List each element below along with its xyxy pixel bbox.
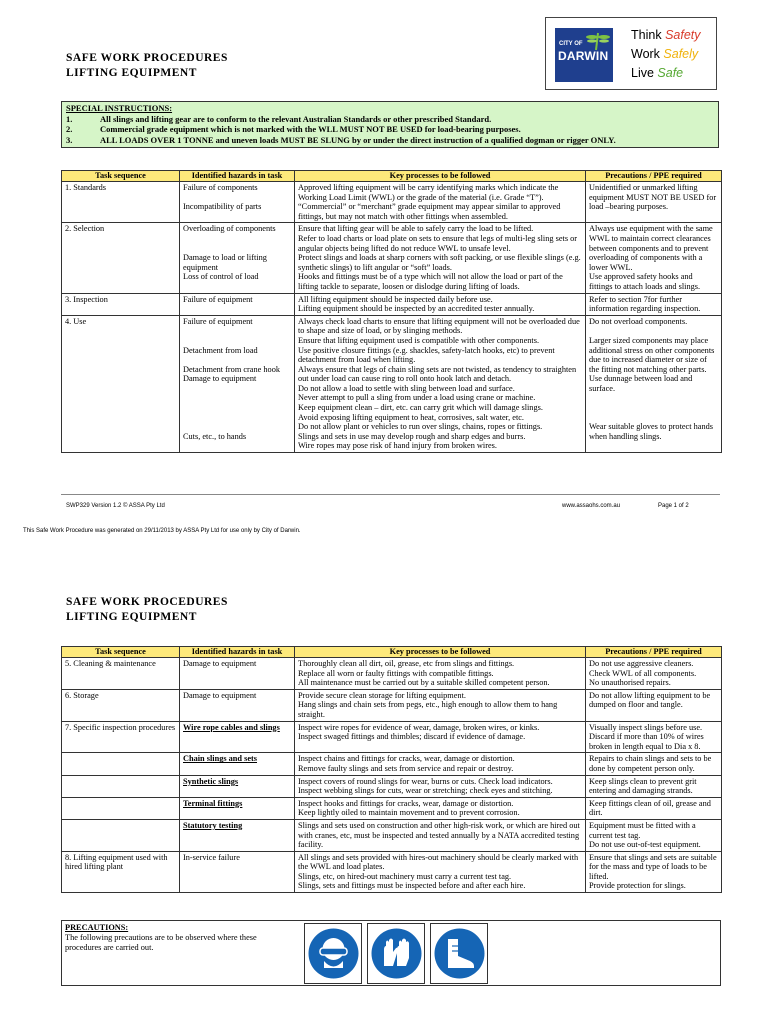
hazard-line: Damage to equipment: [183, 374, 257, 384]
process-line: Slings, sets and fittings must be inspected before and after each hire.: [298, 881, 526, 891]
hazard-line: Chain slings and sets: [183, 754, 258, 764]
precaution-line: Do not use out-of-test equipment.: [589, 840, 701, 850]
process-line: Provide secure clean storage for lifting equipment.: [298, 690, 466, 700]
table-row: [62, 315, 722, 452]
process-line: Inspect hooks and fittings for cracks, wear, damage or distortion.: [298, 798, 514, 808]
hazard-cell: [180, 658, 295, 690]
safety-glasses-icon: [308, 928, 359, 979]
logo-box: [545, 17, 717, 90]
hazard-cell: [180, 721, 295, 753]
process-line: Approved lifting equipment will be carry identifying marks which indicate the Working Load Limit (WWL) or the grade of the material (i.e. Grade “T”).: [298, 183, 559, 202]
hazard-line: [183, 413, 291, 423]
precaution-line: Larger sized components may place additional stress on other components due to increased diameter or size of the fitting not matching other parts.: [589, 335, 715, 374]
process-line: Thoroughly clean all dirt, oil, grease, etc from slings and fittings.: [298, 659, 515, 668]
process-cell: [295, 851, 586, 892]
footer-page-number: Page 1 of 2: [658, 503, 689, 509]
table-row: [62, 658, 722, 690]
precaution-line: Provide protection for slings.: [589, 881, 686, 891]
process-line: All maintenance must be carried out by a suitable skilled competent person.: [298, 678, 550, 688]
col-header-processes: Key processes to be followed: [295, 171, 586, 182]
hazard-cell: [180, 315, 295, 452]
process-line: Hang slings and chain sets from pegs, etc., high enough to allow them to hang straight.: [298, 700, 558, 719]
col-header-task: Task sequence: [62, 647, 180, 658]
col-header-hazards: Identified hazards in task: [180, 171, 295, 182]
table-row: [62, 689, 722, 721]
precaution-line: [589, 326, 718, 336]
page-title-line2: LIFTING EQUIPMENT: [66, 67, 197, 79]
slogan-line-work: Work Safely: [631, 47, 699, 61]
process-line: Wire ropes may pose risk of hand injury from broken wires.: [298, 441, 497, 451]
precaution-cell: [586, 293, 722, 315]
hazard-line: Terminal fittings: [183, 798, 243, 808]
process-cell: [295, 689, 586, 721]
precaution-line: Equipment must be fitted with a current test tag.: [589, 820, 696, 840]
footer: [66, 503, 720, 509]
table-header-row: [62, 647, 722, 658]
process-line: Inspect webbing slings for cuts, wear or stretching; check eyes and stitching.: [298, 786, 553, 796]
task-cell: 5. Cleaning & maintenance: [62, 658, 180, 690]
precaution-line: [589, 413, 718, 423]
footer-version: SWP329 Version 1.2 © ASSA Pty Ltd: [66, 503, 165, 509]
precaution-line: Unidentified or unmarked lifting equipment MUST NOT BE USED for load –bearing purposes.: [589, 183, 717, 212]
process-line: Inspect covers of round slings for wear, burns or cuts. Check load indicators.: [298, 776, 553, 786]
hazard-line: [183, 355, 291, 365]
col-header-hazards: Identified hazards in task: [180, 647, 295, 658]
ppe-tile-boots: [430, 923, 488, 984]
hazard-cell: [180, 689, 295, 721]
precaution-cell: [586, 797, 722, 819]
precaution-line: Do not allow lifting equipment to be dumped on floor and tangle.: [589, 690, 711, 710]
slogan-line-think: Think Safety: [631, 28, 701, 42]
task-cell: 1. Standards: [62, 182, 180, 223]
gloves-icon: [371, 928, 422, 979]
hazard-line: Failure of components: [183, 183, 258, 192]
precaution-line: Keep slings clean to prevent grit entering and damaging strands.: [589, 776, 697, 796]
procedures-table-1: [61, 170, 722, 453]
task-cell: 7. Specific inspection procedures: [62, 721, 180, 753]
process-line: Always check load charts to ensure that lifting equipment will not be overloaded due to shape and size of load, or by slinging methods.: [298, 316, 580, 336]
precaution-cell: [586, 819, 722, 851]
process-cell: [295, 775, 586, 797]
process-line: Inspect wire ropes for evidence of wear, damage, broken wires, or kinks.: [298, 722, 540, 732]
precaution-cell: [586, 182, 722, 223]
hazard-line: Detachment from crane hook: [183, 364, 280, 374]
hazard-line: [183, 403, 291, 413]
dragonfly-icon: [585, 31, 611, 51]
hazard-line: [183, 336, 291, 346]
process-line: Keep equipment clean – dirt, etc. can carry grit which will damage slings.: [298, 403, 543, 413]
precaution-line: [589, 403, 718, 413]
special-instructions-heading: SPECIAL INSTRUCTIONS:: [66, 103, 173, 113]
precaution-line: Visually inspect slings before use.: [589, 722, 703, 732]
process-line: Slings and sets used on construction and other high-risk work, or which are hired out with cranes, etc, must be inspected and tested annually by a NATA accredited testing facility.: [298, 820, 580, 850]
hazard-cell: [180, 182, 295, 223]
hazard-line: [183, 422, 291, 432]
process-line: Lifting equipment should be inspected by an accredited tester annually.: [298, 304, 535, 314]
process-line: Protect slings and loads at sharp corners with soft packing, or use flexible slings (e.g. synthetic slings) to lift angular or “soft” loads.: [298, 253, 581, 272]
process-line: Refer to load charts or load plate on sets to ensure that legs of multi-leg sling sets or angular objects being lifted do not reduce WWL to unsafe level.: [298, 233, 578, 253]
process-line: Remove faulty slings and sets from service and repair or destroy.: [298, 763, 514, 773]
footer-rule: [61, 494, 720, 495]
procedures-table-2: [61, 646, 722, 893]
precaution-line: Refer to section 7for further information regarding inspection.: [589, 294, 701, 314]
precaution-line: Ensure that slings and sets are suitable for the mass and type of loads to be lifted.: [589, 852, 717, 881]
table-row: [62, 223, 722, 293]
process-line: Keep lightly oiled to maintain movement and to prevent corrosion.: [298, 808, 520, 818]
precautions-box: [61, 920, 721, 986]
hazard-cell: [180, 819, 295, 851]
precaution-line: No unauthorised repairs.: [589, 678, 671, 688]
hazard-line: Damage to equipment: [183, 690, 257, 700]
task-cell: 4. Use: [62, 315, 180, 452]
precaution-cell: [586, 721, 722, 753]
hazard-line: [183, 193, 291, 203]
process-line: All slings and sets provided with hires-out machinery should be clearly marked with the WWL and load plates.: [298, 852, 579, 872]
city-of-darwin-logo: [555, 28, 613, 82]
precaution-line: Wear suitable gloves to protect hands when handling slings.: [589, 422, 713, 441]
task-cell: [62, 797, 180, 819]
precautions-heading: PRECAUTIONS:: [65, 923, 129, 932]
precaution-line: Check WWL of all components.: [589, 668, 697, 678]
precaution-line: Do not overload components.: [589, 316, 688, 326]
hazard-line: In-service failure: [183, 852, 240, 862]
table-row: [62, 721, 722, 753]
process-line: Do not allow plant or vehicles to run over slings, chains, ropes or fittings.: [298, 422, 543, 432]
process-line: Use positive closure fittings (e.g. shackles, safety-latch hooks, etc) to prevent detachment from load when lifting.: [298, 345, 555, 365]
precaution-line: Do not use aggressive cleaners.: [589, 659, 694, 668]
table-row: [62, 182, 722, 223]
process-line: Inspect swaged fittings and thimbles; discard if evidence of damage.: [298, 732, 526, 742]
table-row: [62, 293, 722, 315]
process-cell: [295, 797, 586, 819]
hazard-line: Statutory testing: [183, 820, 243, 830]
ppe-tile-glasses: [304, 923, 362, 984]
task-cell: 8. Lifting equipment used with hired lifting plant: [62, 851, 180, 892]
table-row: [62, 851, 722, 892]
special-instruction-item: 1. All slings and lifting gear are to conform to the relevant Australian Standards or other prescribed Standard.: [66, 113, 492, 124]
hazard-line: [183, 234, 291, 244]
precaution-cell: [586, 315, 722, 452]
generated-note: This Safe Work Procedure was generated on 29/11/2013 by ASSA Pty Ltd for use only by City of Darwin.: [23, 528, 301, 534]
safety-boots-icon: [434, 928, 485, 979]
hazard-line: Damage to load or lifting equipment: [183, 253, 267, 272]
hazard-line: Damage to equipment: [183, 659, 257, 668]
page-title-line1: SAFE WORK PROCEDURES: [66, 52, 228, 64]
precaution-cell: [586, 851, 722, 892]
table-row: [62, 775, 722, 797]
precaution-line: Use approved safety hooks and fittings to attach loads and slings.: [589, 272, 701, 291]
hazard-line: [183, 326, 291, 336]
hazard-line: Detachment from load: [183, 345, 258, 355]
process-cell: [295, 658, 586, 690]
page2-title-line2: LIFTING EQUIPMENT: [66, 611, 197, 623]
precaution-cell: [586, 775, 722, 797]
process-cell: [295, 721, 586, 753]
precaution-cell: [586, 223, 722, 293]
process-line: Replace all worn or faulty fittings with compatible fittings.: [298, 668, 494, 678]
hazard-line: [183, 384, 291, 394]
precaution-cell: [586, 753, 722, 775]
precaution-line: Use dunnage between load and surface.: [589, 374, 693, 393]
precaution-cell: [586, 689, 722, 721]
process-line: Ensure that lifting gear will be able to safely carry the load to be lifted.: [298, 224, 534, 234]
col-header-precautions: Precautions / PPE required: [586, 171, 722, 182]
precaution-line: Keep fittings clean of oil, grease and dirt.: [589, 798, 711, 818]
col-header-processes: Key processes to be followed: [295, 647, 586, 658]
process-cell: [295, 819, 586, 851]
process-line: “Commercial” or “merchant” grade equipment may appear similar to approved fittings, but may not match with other fittings when assembled.: [298, 202, 561, 221]
hazard-line: Loss of control of load: [183, 272, 259, 282]
precautions-text: The following precautions are to be observed where these procedures are carried out.: [65, 933, 257, 952]
special-instruction-item: 2. Commercial grade equipment which is not marked with the WLL MUST NOT BE USED for load-bearing purposes.: [66, 124, 521, 134]
safety-slogan: [631, 26, 701, 83]
process-line: Always ensure that legs of chain sling sets are not twisted, as tendency to straighten out under load can cause ring to roll onto hook latch and detach.: [298, 364, 577, 384]
hazard-line: Failure of equipment: [183, 316, 253, 326]
process-line: Inspect chains and fittings for cracks, wear, damage or distortion.: [298, 754, 515, 764]
task-cell: 3. Inspection: [62, 293, 180, 315]
table-row: [62, 753, 722, 775]
process-cell: [295, 293, 586, 315]
precaution-line: Discard if more than 10% of wires broken in length equal to Dia x 8.: [589, 732, 704, 751]
hazard-cell: [180, 293, 295, 315]
task-cell: 2. Selection: [62, 223, 180, 293]
precaution-line: Repairs to chain slings and sets to be done by competent person only.: [589, 754, 712, 773]
col-header-precautions: Precautions / PPE required: [586, 647, 722, 658]
task-cell: [62, 775, 180, 797]
task-cell: [62, 819, 180, 851]
table-row: [62, 797, 722, 819]
table-row: [62, 819, 722, 851]
ppe-tile-gloves: [367, 923, 425, 984]
process-line: All lifting equipment should be inspected daily before use.: [298, 294, 493, 304]
hazard-cell: [180, 797, 295, 819]
hazard-line: Incompatibility of parts: [183, 202, 262, 212]
hazard-line: Cuts, etc., to hands: [183, 431, 247, 441]
task-cell: 6. Storage: [62, 689, 180, 721]
hazard-line: Wire rope cables and slings: [183, 722, 280, 732]
hazard-cell: [180, 775, 295, 797]
hazard-line: [183, 244, 291, 254]
hazard-cell: [180, 851, 295, 892]
col-header-task: Task sequence: [62, 171, 180, 182]
process-line: Never attempt to pull a sling from under a load using crane or machine.: [298, 393, 536, 403]
process-line: Hooks and fittings must be of a type which will not allow the load or part of the lifting tackle to separate, loosen or dislodge during lifting of loads.: [298, 272, 563, 291]
hazard-line: Synthetic slings: [183, 776, 239, 786]
task-cell: [62, 753, 180, 775]
process-line: Slings and sets in use may develop rough and sharp edges and burrs.: [298, 431, 526, 441]
process-cell: [295, 182, 586, 223]
slogan-line-live: Live Safe: [631, 66, 684, 80]
precaution-cell: [586, 658, 722, 690]
page2-title-line1: SAFE WORK PROCEDURES: [66, 596, 228, 608]
logo-city-of: CITY OF: [559, 41, 583, 47]
footer-website: www.assaohs.com.au: [562, 503, 621, 509]
process-line: Do not allow a load to settle with sling between load and surface.: [298, 383, 515, 393]
process-cell: [295, 753, 586, 775]
hazard-cell: [180, 223, 295, 293]
precaution-line: Always use equipment with the same WWL to maintain correct clearances between components and to prevent overloading of components with a lower WWL.: [589, 224, 713, 272]
process-line: Avoid exposing lifting equipment to heat, corrosives, salt water, etc.: [298, 412, 525, 422]
precaution-line: [589, 393, 718, 403]
hazard-line: Overloading of components: [183, 224, 276, 234]
special-instruction-item: 3. ALL LOADS OVER 1 TONNE and uneven loads MUST BE SLUNG by or under the direct instruction of a qualified dogman or rigger ONLY.: [66, 134, 616, 145]
table-header-row: [62, 171, 722, 182]
logo-darwin: DARWIN: [558, 49, 609, 63]
process-line: Ensure that lifting equipment used is compatible with other components.: [298, 335, 540, 345]
process-cell: [295, 223, 586, 293]
process-cell: [295, 315, 586, 452]
process-line: Slings, etc, on hired-out machinery must carry a current test tag.: [298, 871, 512, 881]
hazard-line: Failure of equipment: [183, 294, 253, 304]
hazard-cell: [180, 753, 295, 775]
special-instructions-box: [61, 101, 719, 148]
hazard-line: [183, 393, 291, 403]
